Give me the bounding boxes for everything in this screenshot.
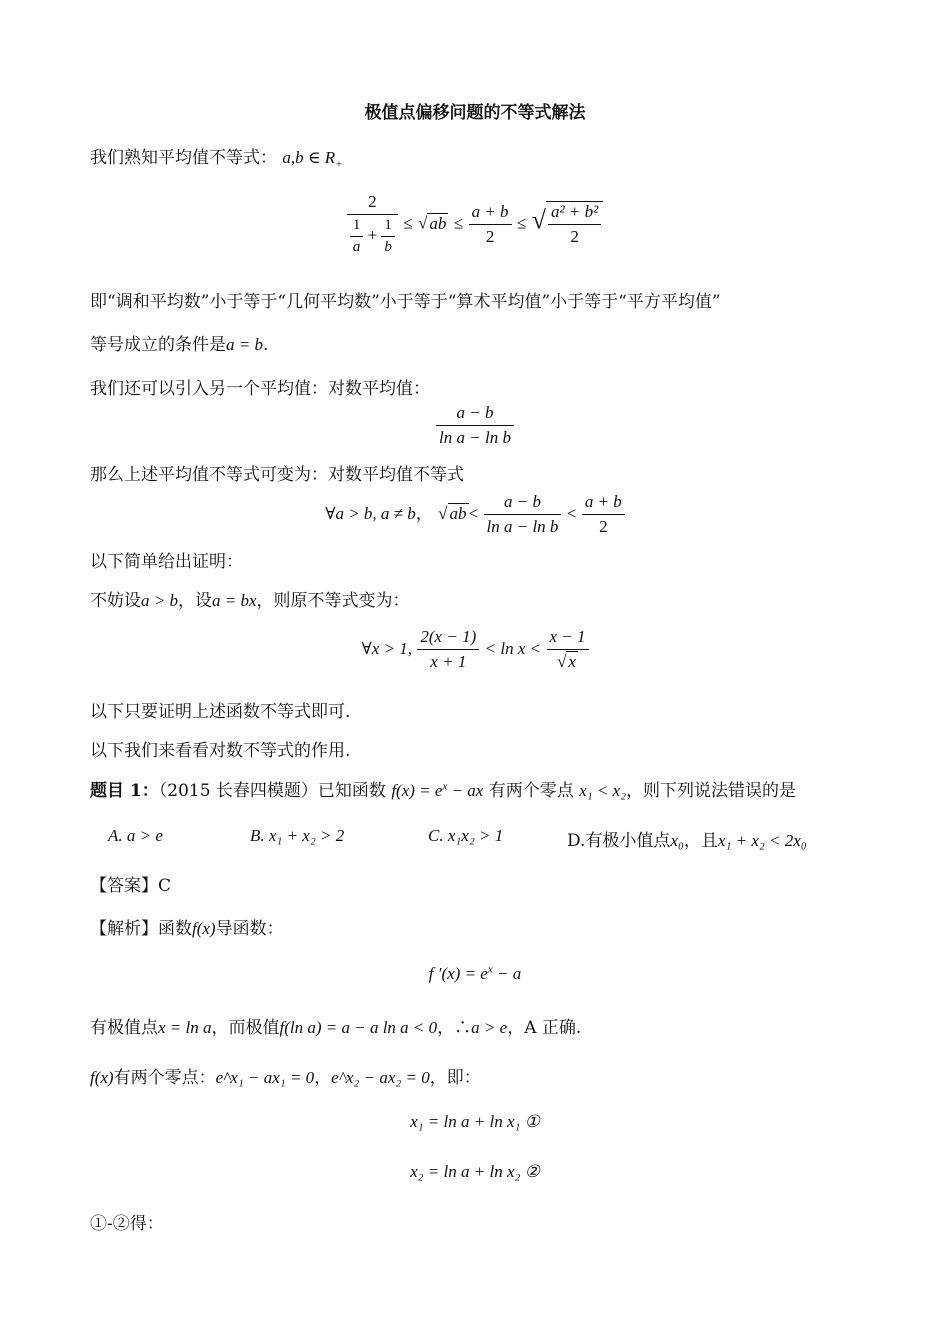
analysis-head: 【解析】函数f(x)导函数：	[90, 919, 284, 939]
log-mean: $\frac{a - b}{\text{ln a − ln b}}$	[0, 403, 950, 448]
harmonic-mean: 2 $\frac{1}{a}$ + $\frac{1}{b}$	[347, 192, 398, 256]
quadratic-mean: $\frac{\text{a² + b²}}{2}$	[546, 201, 603, 247]
para-substitution: 不妨设a > b，设a = bx，则原不等式变为：	[90, 591, 410, 611]
equation-2: x₂ = ln a + ln x₂ ②	[410, 1162, 540, 1181]
derivative: f $'(x) = e^x - a$	[428, 963, 522, 983]
page-title: 极值点偏移问题的不等式解法	[364, 103, 586, 123]
mean-inequality: 2 $\frac{1}{a}$ + $\frac{1}{b}$ ≤ √ ab ≤ $\frac{a + b}{2}$ ≤ √ $\frac{\text{a² + b²}}{2}$	[0, 192, 950, 256]
para-equality: 等号成立的条件是a = b.	[90, 335, 269, 355]
para-prove-only: 以下只要证明上述函数不等式即可.	[90, 702, 351, 722]
option-a: A. a > e	[108, 826, 163, 845]
intro-line	[90, 143, 343, 170]
options	[0, 826, 950, 850]
equation-1: x₁ = ln a + ln x₁ ①	[410, 1112, 540, 1131]
para-log-mean-intro: 我们还可以引入另一个平均值：对数平均值：	[90, 379, 430, 399]
intro-text: 我们熟知平均值不等式：	[90, 148, 277, 168]
problem-label: 题目 1：	[90, 781, 159, 801]
option-d: D.有极小值点x₀，且x₁ + x₂ < 2x₀	[567, 831, 807, 851]
zeros-line: f(x)有两个零点：e^x₁ − ax₁ = 0，e^x₂ − ax₂ = 0，即：	[90, 1068, 481, 1088]
para-proof: 以下简单给出证明：	[90, 552, 243, 572]
option-b: B. x₁ + x₂ > 2	[250, 826, 345, 845]
log-mean-inequality: ∀a > b, a ≠ b， √ ab < $\frac{a - b}{\text{ln a − ln b}}$ < $\frac{a + b}{2}$	[0, 492, 950, 537]
function-inequality: ∀x > 1, $\frac{2(x - 1)}{x + 1}$ < ln x < $\frac{x - 1}{√ x}$	[0, 627, 950, 672]
para-log-inequality: 那么上述平均值不等式可变为：对数平均值不等式	[90, 465, 464, 485]
arithmetic-mean: $\frac{a + b}{2}$	[469, 202, 512, 247]
para-means-order: 即“调和平均数”小于等于“几何平均数”小于等于“算术平均值”小于等于“平方平均值”	[90, 292, 721, 312]
subtract-line: ①-②得：	[90, 1214, 164, 1234]
extremum-line: 有极值点x = ln a，而极值f(ln a) = a − a ln a < 0，∴a > e，A 正确.	[90, 1018, 582, 1038]
option-c: C. x₁x₂ > 1	[428, 826, 504, 845]
problem-statement: 题目 1：（2015 长春四模题）已知函数 $f(x) = e^x$ − ax 有两个零点 x₁ < x₂，则下列说法错误的是	[90, 780, 797, 801]
geometric-mean: ab	[429, 213, 447, 233]
para-see-effect: 以下我们来看看对数不等式的作用.	[90, 741, 351, 761]
intro-condition: a,b ∈ $R_+$	[282, 148, 343, 171]
answer: 【答案】C	[90, 876, 172, 896]
